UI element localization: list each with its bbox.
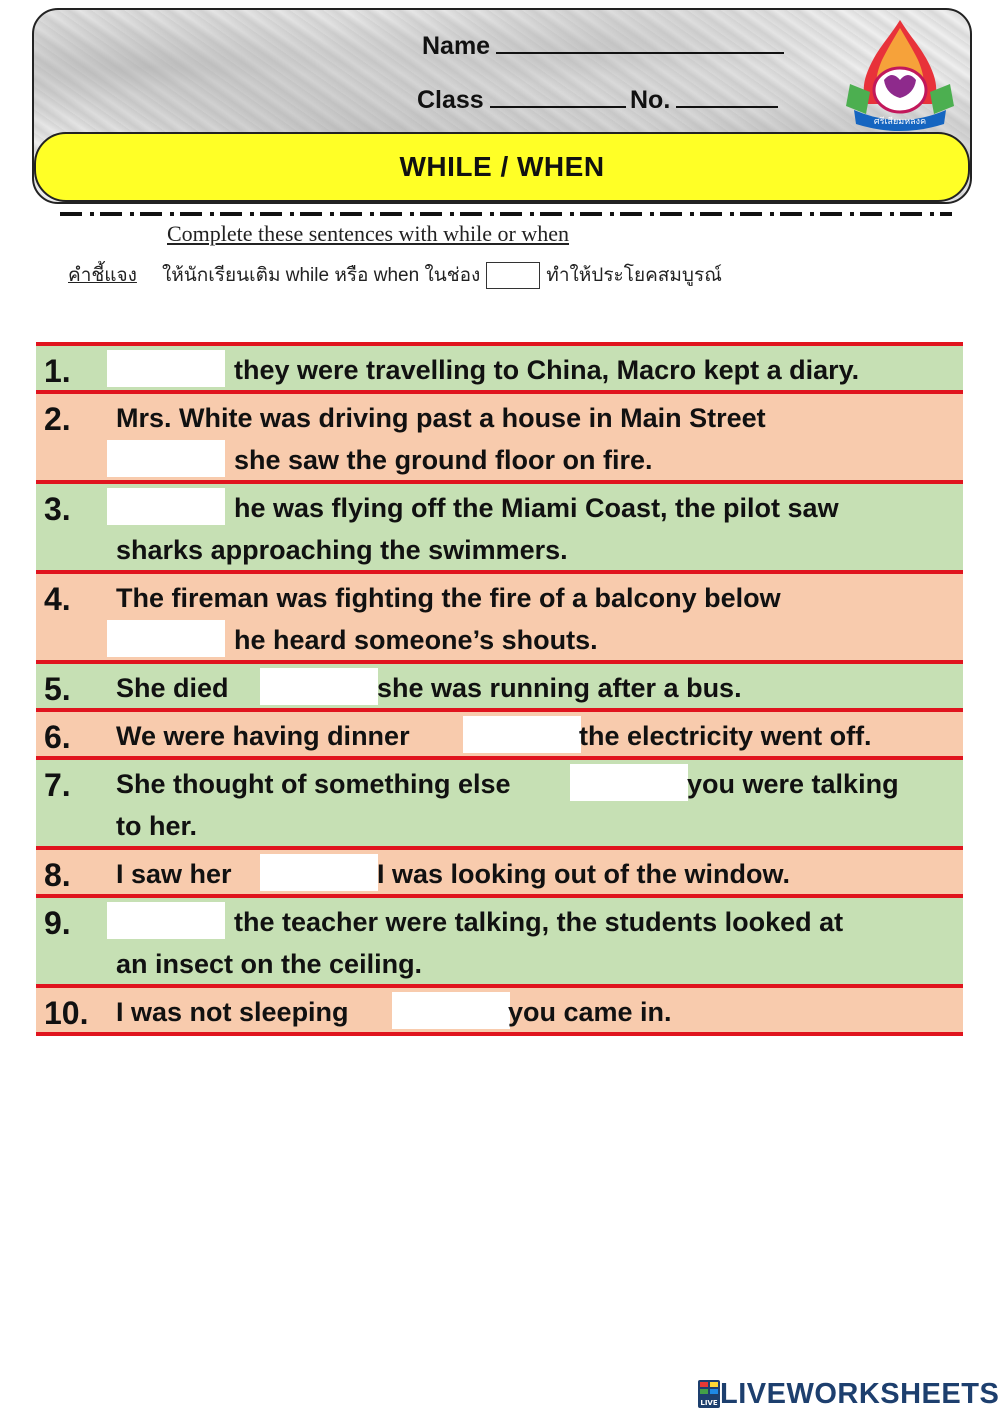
- question-number: 3.: [44, 491, 71, 527]
- question-text: She died: [116, 673, 229, 703]
- dashed-divider: [60, 212, 952, 216]
- instruction-thai: [162, 260, 722, 290]
- question-number: 8.: [44, 857, 71, 893]
- question-text: the teacher were talking, the students looked at: [234, 907, 844, 937]
- question-row: [36, 756, 963, 846]
- question-text: you came in.: [508, 997, 672, 1027]
- question-text: she saw the ground floor on fire.: [234, 445, 653, 475]
- number-blank[interactable]: [676, 84, 778, 108]
- class-field[interactable]: [417, 84, 626, 115]
- question-text: to her.: [116, 811, 198, 841]
- question-text: She thought of something else: [116, 769, 511, 799]
- question-text: I was not sleeping: [116, 997, 349, 1027]
- answer-box-8[interactable]: [260, 854, 378, 891]
- question-row: [36, 708, 963, 756]
- answer-box-1[interactable]: [107, 350, 225, 387]
- question-row: [36, 984, 963, 1036]
- question-number: 7.: [44, 767, 71, 803]
- question-text: sharks approaching the swimmers.: [116, 535, 568, 565]
- instruction-thai-part1: ให้นักเรียนเติม while หรือ when ในช่อง: [162, 265, 481, 286]
- question-text: you were talking: [687, 769, 899, 799]
- question-text: The fireman was fighting the fire of a balcony below: [116, 583, 781, 613]
- question-text: Mrs. White was driving past a house in Main Street: [116, 403, 766, 433]
- question-row: [36, 846, 963, 894]
- question-text: he heard someone’s shouts.: [234, 625, 598, 655]
- question-row: [36, 390, 963, 480]
- liveworksheets-logo-icon: [698, 1380, 720, 1408]
- example-answer-box: [486, 262, 540, 289]
- answer-box-3[interactable]: [107, 488, 225, 525]
- question-row: [36, 480, 963, 570]
- number-label: No.: [630, 86, 671, 114]
- logo-caption: ศรีเสียมหลงค: [873, 117, 927, 127]
- title-banner: [34, 132, 970, 202]
- liveworksheets-watermark: [698, 1376, 999, 1412]
- instruction-thai-part2: ทำให้ประโยคสมบูรณ์: [546, 265, 722, 286]
- question-text: the electricity went off.: [579, 721, 872, 751]
- instruction-english: Complete these sentences with while or when: [167, 221, 570, 246]
- question-row: [36, 660, 963, 708]
- answer-box-10[interactable]: [392, 992, 510, 1029]
- watermark-text: LIVEWORKSHEETS: [720, 1377, 1000, 1410]
- question-number: 5.: [44, 671, 71, 707]
- question-text: We were having dinner: [116, 721, 410, 751]
- name-field[interactable]: [422, 30, 784, 61]
- question-row: [36, 894, 963, 984]
- answer-box-6[interactable]: [463, 716, 581, 753]
- question-text: an insect on the ceiling.: [116, 949, 423, 979]
- class-label: Class: [417, 86, 484, 114]
- answer-box-2[interactable]: [107, 440, 225, 477]
- school-logo: [840, 18, 960, 134]
- question-text: I saw her: [116, 859, 232, 889]
- question-row: [36, 342, 963, 390]
- answer-box-4[interactable]: [107, 620, 225, 657]
- answer-box-5[interactable]: [260, 668, 378, 705]
- question-number: 9.: [44, 905, 71, 941]
- name-blank[interactable]: [496, 30, 784, 54]
- question-text: she was running after a bus.: [377, 673, 742, 703]
- question-number: 2.: [44, 401, 71, 437]
- question-number: 10.: [44, 995, 89, 1031]
- question-list: [36, 342, 963, 1036]
- question-number: 1.: [44, 353, 71, 389]
- answer-box-9[interactable]: [107, 902, 225, 939]
- worksheet-title: WHILE / WHEN: [399, 151, 605, 182]
- question-text: he was flying off the Miami Coast, the pilot saw: [234, 493, 839, 523]
- name-label: Name: [422, 32, 491, 60]
- question-row: [36, 570, 963, 660]
- instruction-thai-label: คำชี้แจง: [68, 265, 137, 286]
- question-number: 4.: [44, 581, 71, 617]
- class-blank[interactable]: [490, 84, 626, 108]
- question-number: 6.: [44, 719, 71, 755]
- watermark-badge: LIVE: [700, 1399, 718, 1407]
- number-field[interactable]: [630, 84, 778, 115]
- worksheet-header: [32, 8, 972, 204]
- question-text: they were travelling to China, Macro kept a diary.: [234, 355, 860, 385]
- question-text: I was looking out of the window.: [377, 859, 790, 889]
- answer-box-7[interactable]: [570, 764, 688, 801]
